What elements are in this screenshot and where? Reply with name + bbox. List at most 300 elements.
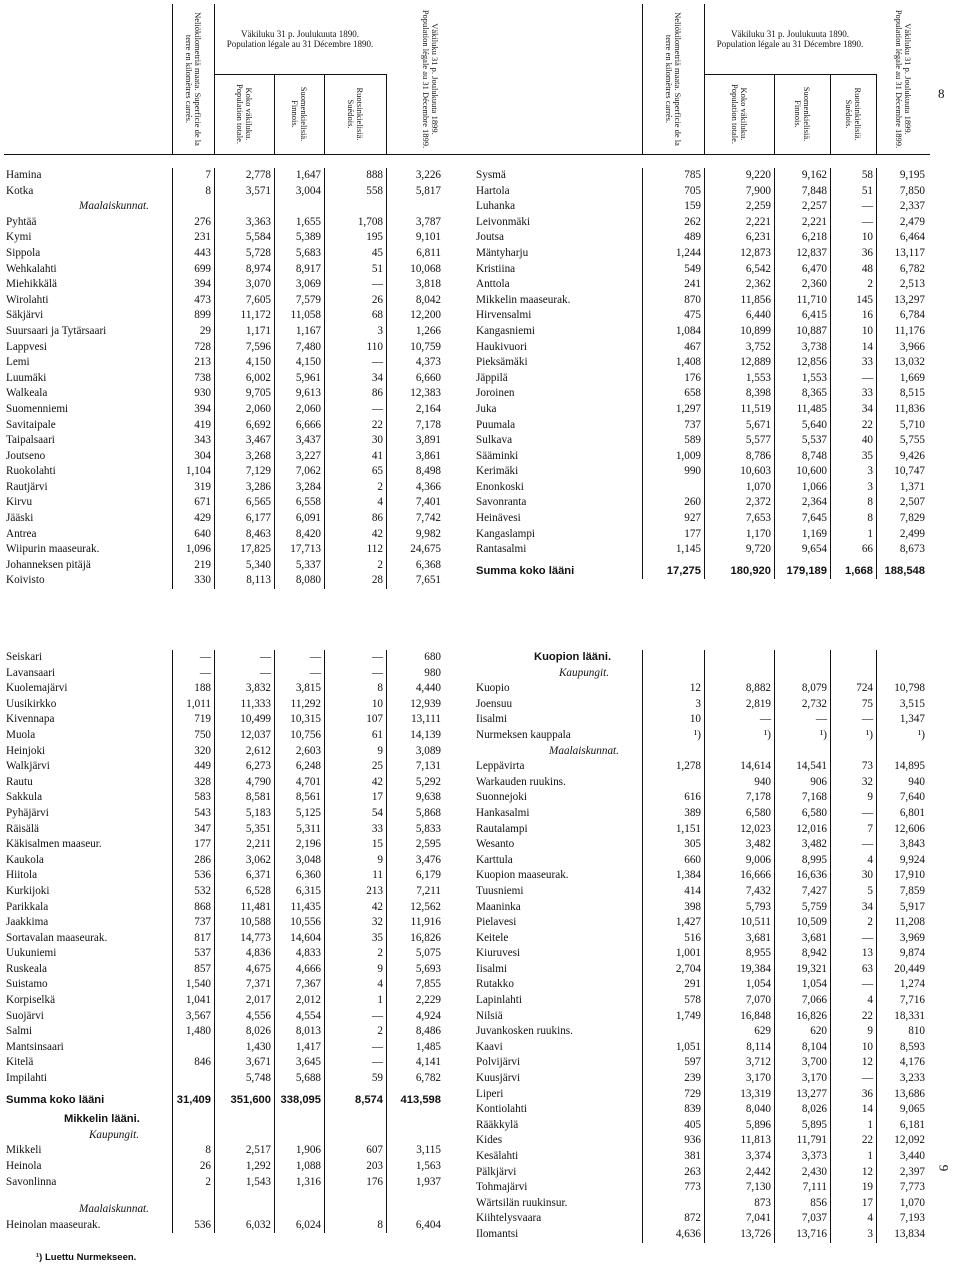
cell-pop1899: 6,784 [899, 309, 925, 322]
table-row [4, 246, 474, 262]
cell-area: 276 [194, 215, 211, 228]
row-name: Pieksämäki [476, 356, 528, 369]
cell-area: 305 [684, 838, 701, 851]
row-name: Leivonmäki [476, 215, 531, 228]
row-name: Hartola [476, 184, 510, 197]
cell-swedish: 22 [371, 418, 383, 431]
cell-finnish: 3,645 [295, 1056, 321, 1069]
table-row [474, 915, 930, 931]
cell-total: 6,528 [245, 884, 271, 897]
cell-finnish: 1,655 [295, 215, 321, 228]
cell-area: 773 [684, 1181, 701, 1194]
cell-pop1899: 1,669 [899, 371, 925, 384]
cell-finnish: 11,791 [796, 1134, 827, 1147]
row-name: Kirvu [6, 496, 33, 509]
table-row [474, 1133, 930, 1149]
cell-finnish: 6,666 [295, 418, 321, 431]
table-row [4, 558, 474, 574]
cell-swedish: 15 [371, 838, 383, 851]
table-row [4, 480, 474, 496]
table-row [4, 806, 474, 822]
cell-swedish: 2 [867, 916, 873, 929]
table-row [4, 775, 474, 791]
table-row [4, 993, 474, 1009]
cell-total: 4,836 [245, 947, 271, 960]
cell-swedish: 2 [377, 947, 383, 960]
cell-total: 629 [754, 1025, 771, 1038]
header-text: Population légale au 31 Décembre 1890. [716, 39, 864, 49]
cell-area: 589 [684, 434, 701, 447]
cell-total: 8,026 [245, 1025, 271, 1038]
cell-pop1899: 9,426 [899, 449, 925, 462]
column-header-label: Neliökilometriä maata. Superficie de la terre en kilomètres carrés. [184, 12, 203, 146]
cell-area: 8 [205, 1144, 211, 1157]
cell-finnish: 8,079 [801, 682, 827, 695]
row-name: Iisalmi [476, 713, 508, 726]
table-row [474, 564, 930, 580]
cell-total: — [259, 666, 271, 679]
cell-pop1899: 10,759 [410, 340, 441, 353]
table-row [474, 993, 930, 1009]
row-name: Juka [476, 402, 497, 415]
cell-total: 2,778 [245, 169, 271, 181]
cell-finnish: 12,837 [796, 246, 827, 259]
cell-area: ¹) [693, 728, 701, 741]
cell-finnish: 11,485 [796, 402, 827, 415]
cell-area: 817 [194, 931, 211, 944]
cell-pop1899: 8,498 [415, 465, 441, 478]
cell-pop1899: 980 [424, 666, 441, 679]
cell-pop1899: 7,855 [415, 978, 441, 991]
cell-area: 930 [194, 387, 211, 400]
cell-area: 319 [194, 480, 211, 493]
cell-area: 219 [194, 558, 211, 571]
cell-finnish: 13,716 [796, 1227, 827, 1240]
cell-total: 7,371 [245, 978, 271, 991]
row-name: Liperi [476, 1087, 504, 1100]
section-heading [474, 650, 930, 666]
cell-swedish: 10 [861, 1040, 873, 1053]
table-row [4, 853, 474, 869]
cell-total: 1,430 [245, 1040, 271, 1053]
cell-finnish: 19,321 [796, 962, 827, 975]
section-title: Maalaiskunnat. [79, 200, 149, 213]
column-header [642, 4, 705, 154]
cell-finnish: 5,895 [801, 1118, 827, 1131]
cell-area: 449 [194, 760, 211, 773]
row-name: Lemi [6, 356, 30, 369]
table-row [474, 230, 930, 246]
row-name: Nilsiä [476, 1009, 503, 1022]
row-name: Tuusniemi [476, 884, 524, 897]
row-name: Mikkeli [6, 1144, 42, 1157]
table-row [474, 1180, 930, 1196]
cell-finnish: 5,683 [295, 246, 321, 259]
cell-finnish: 1,167 [295, 324, 321, 337]
cell-pop1899: 3,891 [415, 434, 441, 447]
row-name: Sakkula [6, 791, 43, 804]
table-row [4, 324, 474, 340]
cell-pop1899: 5,075 [415, 947, 441, 960]
cell-swedish: 110 [366, 340, 383, 353]
row-name: Jääski [6, 512, 34, 525]
cell-pop1899: 2,479 [899, 215, 925, 228]
cell-finnish: 2,732 [801, 697, 827, 710]
row-name: Kymi [6, 231, 32, 244]
cell-pop1899: 3,115 [416, 1144, 441, 1157]
cell-area: 1,145 [675, 543, 701, 556]
row-name: Kuopio [476, 682, 510, 695]
cell-total: 6,542 [745, 262, 771, 275]
cell-finnish: 1,417 [295, 1040, 321, 1053]
cell-pop1899: 12,606 [894, 822, 925, 835]
cell-pop1899: 7,211 [416, 884, 441, 897]
cell-swedish: 3 [377, 324, 383, 337]
cell-finnish: 10,756 [290, 728, 321, 741]
cell-area: 640 [194, 527, 211, 540]
cell-swedish: — [371, 356, 383, 369]
section-title: Mikkelin lääni. [64, 1113, 140, 1126]
table-row [4, 542, 474, 558]
row-name: Sulkava [476, 434, 513, 447]
row-name: Karttula [476, 853, 513, 866]
cell-swedish: 5 [867, 884, 873, 897]
cell-finnish: 856 [810, 1196, 827, 1209]
row-name: Maaninka [476, 900, 521, 913]
cell-finnish: 6,218 [801, 231, 827, 244]
table-row [4, 464, 474, 480]
cell-total: 10,499 [240, 713, 271, 726]
cell-swedish: 86 [371, 387, 383, 400]
table-row [474, 931, 930, 947]
cell-finnish: 7,062 [295, 465, 321, 478]
table-row [474, 527, 930, 543]
cell-total: 7,178 [745, 791, 771, 804]
cell-finnish: 8,365 [801, 387, 827, 400]
cell-swedish: 7 [867, 822, 873, 835]
table-row [474, 308, 930, 324]
table-row [4, 900, 474, 916]
cell-total: 10,899 [740, 324, 771, 337]
table-row [4, 915, 474, 931]
cell-swedish: 112 [366, 543, 383, 556]
cell-finnish: 1,066 [801, 480, 827, 493]
cell-total: 4,675 [245, 962, 271, 975]
table-row [4, 946, 474, 962]
row-name: Wehkalahti [6, 262, 57, 275]
cell-area: — [199, 666, 211, 679]
cell-swedish: 22 [861, 418, 873, 431]
cell-swedish: 213 [366, 884, 383, 897]
cell-swedish: 35 [371, 931, 383, 944]
cell-swedish: 16 [861, 309, 873, 322]
cell-swedish: 10 [861, 324, 873, 337]
row-name: Joroinen [476, 387, 515, 400]
cell-area: 870 [684, 293, 701, 306]
cell-swedish: 54 [371, 806, 383, 819]
cell-area: 658 [684, 387, 701, 400]
cell-area: 927 [684, 512, 701, 525]
cell-pop1899: 12,383 [410, 387, 441, 400]
cell-swedish: 3 [867, 1227, 873, 1240]
header-text: Väkiluku 31 p. Joulukuuta 1890. [241, 29, 359, 39]
column-header-total [704, 74, 775, 154]
table-row [474, 853, 930, 869]
table-row [4, 293, 474, 309]
cell-area: 1,427 [675, 916, 701, 929]
cell-area: 473 [194, 293, 211, 306]
row-name: Wesanto [476, 838, 515, 851]
cell-finnish: 8,026 [801, 1103, 827, 1116]
cell-swedish: 34 [861, 900, 873, 913]
cell-finnish: 17,713 [290, 543, 321, 556]
cell-swedish: 61 [371, 728, 383, 741]
table-row [4, 712, 474, 728]
cell-total: 3,286 [245, 480, 271, 493]
cell-finnish: 5,688 [295, 1072, 321, 1085]
cell-swedish: 14 [861, 340, 873, 353]
cell-area: 1,384 [675, 869, 701, 882]
column-header-swedish [324, 74, 387, 154]
row-name: Juvankosken ruukins. [476, 1025, 573, 1038]
cell-swedish: 888 [366, 169, 383, 181]
cell-finnish: 10,556 [290, 916, 321, 929]
cell-swedish: 32 [861, 775, 873, 788]
column-header-pop1899 [876, 4, 930, 154]
cell-area: 899 [194, 309, 211, 322]
row-name: Suojärvi [6, 1009, 44, 1022]
table-row [474, 946, 930, 962]
cell-area: 1,297 [675, 402, 701, 415]
cell-pop1899: 2,229 [415, 994, 441, 1007]
cell-area: 872 [684, 1212, 701, 1225]
cell-total: 11,519 [740, 402, 771, 415]
row-name: Kangasniemi [476, 324, 536, 337]
table-row [474, 759, 930, 775]
row-name: Nurmeksen kauppala [476, 728, 571, 741]
table-row [4, 837, 474, 853]
cell-total: 16,666 [740, 869, 771, 882]
cell-total: 3,482 [745, 838, 771, 851]
cell-swedish: 58 [861, 169, 873, 181]
table-row [474, 511, 930, 527]
cell-swedish: 26 [371, 293, 383, 306]
cell-area: 1,749 [675, 1009, 701, 1022]
cell-total: 6,273 [245, 760, 271, 773]
row-name: Summa koko lääni [476, 564, 575, 577]
table-row [474, 712, 930, 728]
cell-swedish: 34 [861, 402, 873, 415]
cell-total: 4,790 [245, 775, 271, 788]
row-name: Säkjärvi [6, 309, 44, 322]
row-name: Suursaari ja Tytärsaari [6, 324, 107, 337]
cell-finnish: 3,373 [801, 1150, 827, 1162]
cell-total: 6,580 [745, 806, 771, 819]
cell-pop1899: 6,782 [415, 1072, 441, 1085]
table-row [474, 433, 930, 449]
row-name: Anttola [476, 278, 510, 291]
cell-finnish: 11,710 [796, 293, 827, 306]
row-name: Hirvensalmi [476, 309, 532, 322]
cell-area: 398 [684, 900, 701, 913]
cell-swedish: 4 [377, 496, 383, 509]
cell-finnish: 7,848 [801, 184, 827, 197]
table-row [474, 168, 930, 184]
cell-total: 8,114 [746, 1040, 771, 1053]
cell-swedish: 51 [371, 262, 383, 275]
cell-finnish: 338,095 [280, 1093, 321, 1106]
table-row [474, 1024, 930, 1040]
cell-swedish: 8 [867, 512, 873, 525]
column-header-finnish [274, 74, 325, 154]
cell-swedish: 12 [861, 1056, 873, 1069]
cell-total: 6,440 [745, 309, 771, 322]
cell-finnish: 1,088 [295, 1160, 321, 1172]
table-row [474, 1071, 930, 1087]
table-row [4, 418, 474, 434]
cell-finnish: 3,437 [295, 434, 321, 447]
table-row [4, 962, 474, 978]
cell-area: 738 [194, 371, 211, 384]
cell-total: 1,171 [245, 324, 271, 337]
cell-swedish: 41 [371, 449, 383, 462]
cell-finnish: 6,558 [295, 496, 321, 509]
cell-finnish: 7,367 [295, 978, 321, 991]
cell-finnish: 10,315 [290, 713, 321, 726]
cell-total: 3,571 [245, 184, 271, 197]
cell-pop1899: 7,742 [415, 512, 441, 525]
cell-total: 2,259 [745, 200, 771, 213]
cell-swedish: 4 [867, 1212, 873, 1225]
table-row [4, 1071, 474, 1087]
cell-swedish: — [371, 402, 383, 415]
cell-pop1899: 7,401 [415, 496, 441, 509]
cell-finnish: 3,482 [801, 838, 827, 851]
cell-area: 549 [684, 262, 701, 275]
cell-area: 536 [194, 1218, 211, 1231]
table-row [474, 1009, 930, 1025]
cell-area: 188 [194, 682, 211, 695]
row-name: Kurkijoki [6, 884, 50, 897]
cell-total: 3,467 [245, 434, 271, 447]
row-name: Kuusjärvi [476, 1072, 521, 1085]
table-row [474, 806, 930, 822]
cell-total: 3,671 [245, 1056, 271, 1069]
cell-swedish: 30 [861, 869, 873, 882]
table-row [4, 697, 474, 713]
row-name: Ruskeala [6, 962, 48, 975]
cell-total: 11,813 [740, 1134, 771, 1147]
cell-swedish: 42 [371, 775, 383, 788]
cell-area: 1,278 [675, 760, 701, 773]
cell-area: — [199, 651, 211, 663]
cell-total: 3,832 [245, 682, 271, 695]
cell-finnish: 3,227 [295, 449, 321, 462]
cell-finnish: 7,427 [801, 884, 827, 897]
cell-pop1899: 1,347 [899, 713, 925, 726]
cell-finnish: 8,995 [801, 853, 827, 866]
cell-total: 6,177 [245, 512, 271, 525]
table-header [474, 4, 930, 155]
cell-area: 291 [684, 978, 701, 991]
row-name: Enonkoski [476, 480, 524, 493]
row-name: Jäppilä [476, 371, 508, 384]
row-name: Rääkkylä [476, 1118, 519, 1131]
row-name: Rautalampi [476, 822, 528, 835]
row-name: Wirolahti [6, 293, 49, 306]
row-name: Seiskari [6, 651, 43, 663]
cell-finnish: — [309, 666, 321, 679]
cell-pop1899: 6,404 [415, 1218, 441, 1231]
cell-area: 1,104 [185, 465, 211, 478]
row-name: Kangaslampi [476, 527, 536, 540]
cell-pop1899: 6,464 [899, 231, 925, 244]
cell-pop1899: 4,373 [415, 356, 441, 369]
row-name: Ruokolahti [6, 465, 56, 478]
cell-total: 6,692 [245, 418, 271, 431]
cell-finnish: 6,470 [801, 262, 827, 275]
cell-total: 10,511 [740, 916, 771, 929]
table-row [4, 1055, 474, 1071]
cell-swedish: 203 [366, 1160, 383, 1172]
cell-swedish: 35 [861, 449, 873, 462]
row-name: Savonlinna [6, 1175, 57, 1188]
cell-finnish: 5,961 [295, 371, 321, 384]
cell-total: 10,588 [240, 916, 271, 929]
row-name: Kuolemajärvi [6, 682, 68, 695]
table-row [474, 775, 930, 791]
cell-total: 7,070 [745, 994, 771, 1007]
cell-total: 5,671 [745, 418, 771, 431]
cell-finnish: 8,561 [295, 791, 321, 804]
table-row [474, 900, 930, 916]
cell-pop1899: 5,710 [899, 418, 925, 431]
table-row [474, 1040, 930, 1056]
cell-pop1899: 7,640 [899, 791, 925, 804]
name-column-header [4, 4, 173, 154]
cell-swedish: 1,708 [357, 215, 383, 228]
row-name: Heinolan maaseurak. [6, 1218, 101, 1231]
cell-finnish: 16,826 [796, 1009, 827, 1022]
cell-finnish: 6,091 [295, 512, 321, 525]
table-row [474, 215, 930, 231]
cell-pop1899: 7,773 [899, 1181, 925, 1194]
table-row [474, 371, 930, 387]
row-name: Käkisalmen maaseur. [6, 838, 102, 851]
column-header-label: Ruotsinkielisiä. Suédois. [346, 87, 365, 141]
cell-area: 705 [684, 184, 701, 197]
table-row [474, 246, 930, 262]
table-row [474, 790, 930, 806]
table-row [4, 277, 474, 293]
row-name: Hankasalmi [476, 806, 530, 819]
cell-pop1899: 6,660 [415, 371, 441, 384]
row-name: Kuopion maaseurak. [476, 869, 569, 882]
section-heading [474, 666, 930, 682]
table-row [474, 495, 930, 511]
row-name: Mikkelin maaseurak. [476, 293, 571, 306]
cell-area: 616 [684, 791, 701, 804]
cell-total: 12,023 [740, 822, 771, 835]
row-name: Heinola [6, 1160, 42, 1172]
cell-pop1899: 6,179 [415, 869, 441, 882]
cell-area: 737 [194, 916, 211, 929]
cell-total: 1,543 [245, 1175, 271, 1188]
cell-area: 320 [194, 744, 211, 757]
table-row [474, 418, 930, 434]
cell-finnish: 11,292 [290, 697, 321, 710]
row-name: Sysmä [476, 169, 506, 181]
